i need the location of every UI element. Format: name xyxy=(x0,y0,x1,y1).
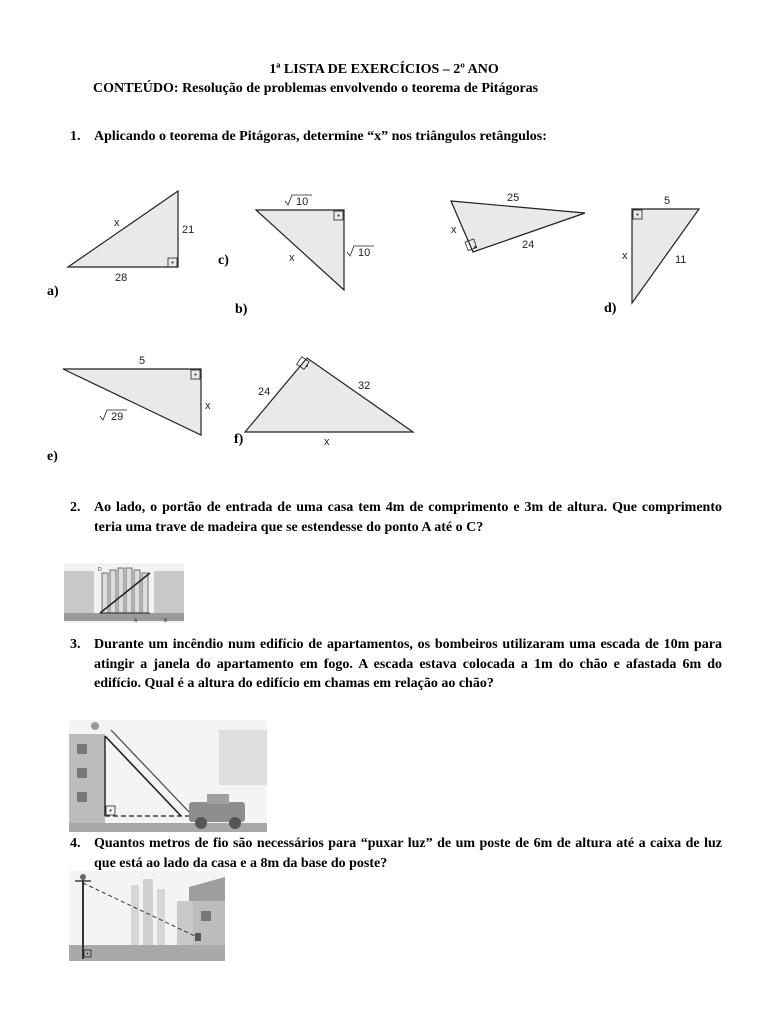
triangle-f-hyp: x xyxy=(324,436,330,448)
question-number: 1. xyxy=(70,129,81,144)
fire-ladder-illustration xyxy=(69,720,267,832)
gate-illustration xyxy=(64,563,184,623)
triangle-c-hyp: 25 xyxy=(507,192,520,204)
label-a: a) xyxy=(47,284,59,299)
triangle-a xyxy=(68,191,194,284)
triangle-b xyxy=(256,195,374,290)
triangle-d-leg1: 5 xyxy=(664,195,671,207)
question-text: Aplicando o teorema de Pitágoras, determine “x” nos triângulos retângulos: xyxy=(94,129,547,144)
triangle-d-hyp: 11 xyxy=(675,254,687,266)
question-text: Ao lado, o portão de entrada de uma casa tem 4m de comprimento e 3m de altura. Que comprimento teria uma trave de madeira que se estendesse do ponto A até o C? xyxy=(94,500,722,535)
triangle-figures xyxy=(0,0,768,480)
triangle-e-hyp: 29 xyxy=(111,411,124,423)
triangle-b-leg2: 10 xyxy=(358,247,371,259)
content-label: CONTEÚDO: xyxy=(93,81,179,96)
triangle-c xyxy=(451,192,585,252)
triangle-d xyxy=(622,195,699,303)
triangle-b-leg1: 10 xyxy=(296,196,309,208)
question-number: 2. xyxy=(70,500,81,515)
triangle-c-leg2: 24 xyxy=(522,239,535,251)
triangle-f-leg1: 24 xyxy=(258,386,271,398)
page-title: 1ª LISTA DE EXERCÍCIOS – 2º ANO xyxy=(269,62,499,77)
label-d: d) xyxy=(604,301,617,316)
question-number: 3. xyxy=(70,637,81,652)
triangle-b-hyp: x xyxy=(289,252,295,264)
triangle-a-leg1: 21 xyxy=(182,224,195,236)
label-f: f) xyxy=(234,432,244,447)
triangle-d-leg2: x xyxy=(622,250,628,262)
triangle-a-leg2: 28 xyxy=(115,272,128,284)
question-4 xyxy=(70,834,722,873)
question-number: 4. xyxy=(70,836,81,851)
triangle-e xyxy=(63,355,211,435)
gate-label-d: D xyxy=(98,567,102,573)
label-e: e) xyxy=(47,449,58,464)
triangle-a-hyp: x xyxy=(114,217,120,229)
label-c: c) xyxy=(218,253,229,268)
gate-label-a: A xyxy=(134,618,138,623)
pole-house-illustration xyxy=(69,871,225,961)
question-text: Quantos metros de fio são necessários para “puxar luz” de um poste de 6m de altura até a caixa de luz que está ao lado da casa e a 8m da base do poste? xyxy=(94,836,722,871)
triangle-e-leg1: 5 xyxy=(139,355,146,367)
triangle-c-leg1: x xyxy=(451,224,457,236)
triangle-f-leg2: 32 xyxy=(358,380,371,392)
content-text: Resolução de problemas envolvendo o teorema de Pitágoras xyxy=(178,81,539,96)
question-3 xyxy=(70,635,722,694)
triangle-e-leg2: x xyxy=(205,400,211,412)
gate-label-b: B xyxy=(164,618,168,623)
triangle-f xyxy=(245,357,413,448)
question-2 xyxy=(70,498,722,537)
question-text: Durante um incêndio num edifício de apartamentos, os bombeiros utilizaram uma escada de 10m para atingir a janela do apartamento em fogo. A escada estava colocada a 1m do chão e afastada 6m do edifício. Qual é a altura do edifício em chamas em relação ao chão? xyxy=(94,637,722,691)
label-b: b) xyxy=(235,302,248,317)
